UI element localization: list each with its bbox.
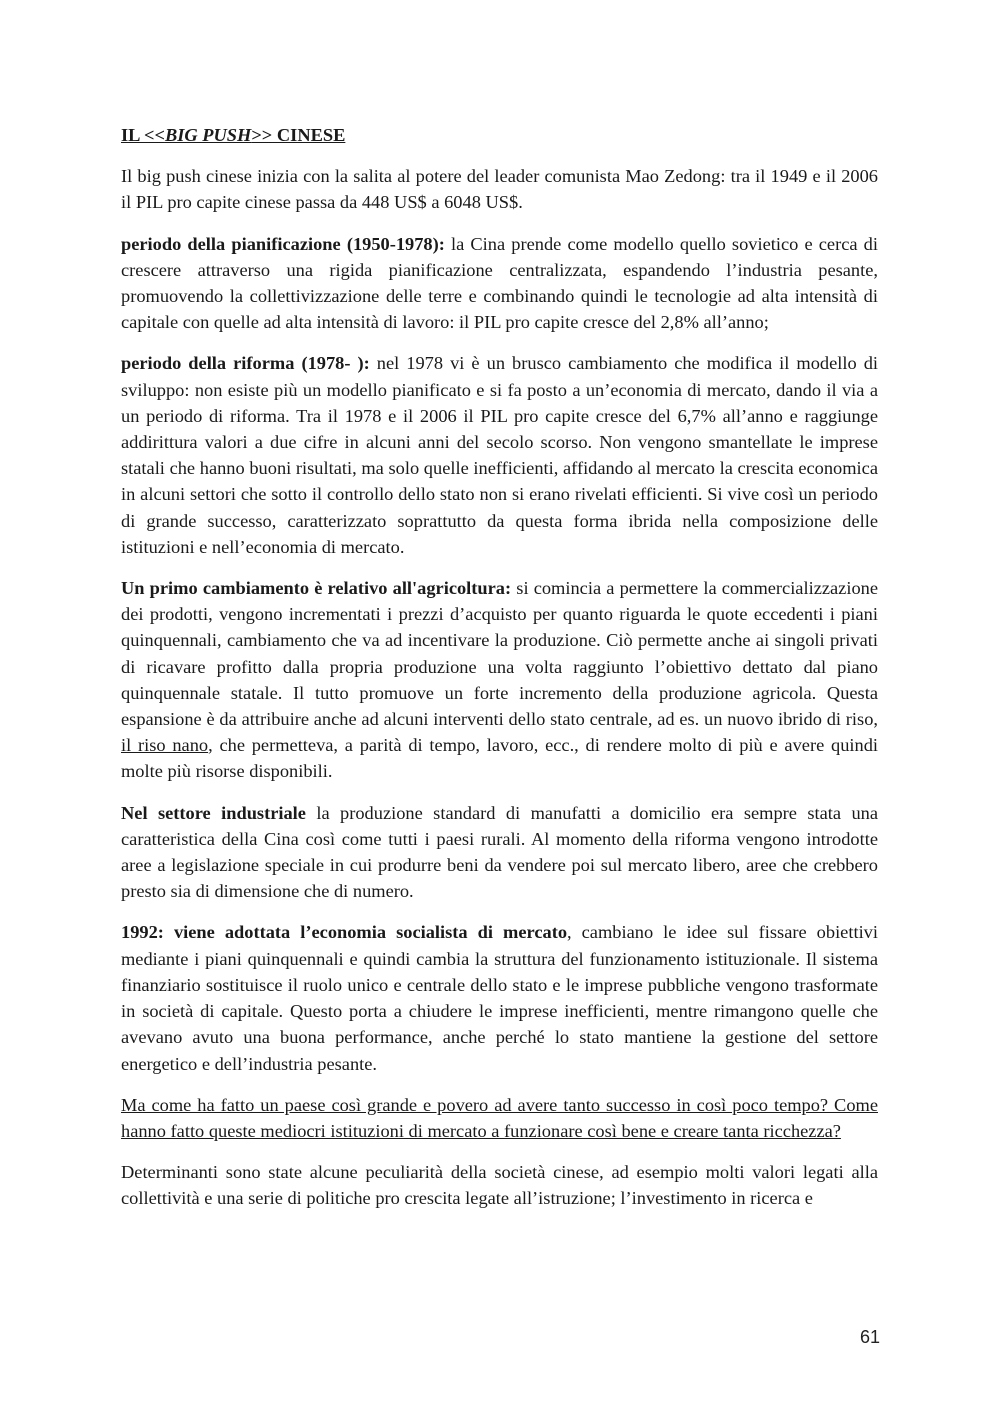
lead-industriale: Nel settore industriale <box>121 802 306 823</box>
paragraph-1992 <box>121 919 878 1076</box>
text-pianificazione: la Cina prende come modello quello sovietico e cerca di crescere attraverso una rigida pianificazione centralizzata, espandendo l’industria pesante, promuovendo la collettivizzazione delle terre e combinando quindi le tecnologie ad alta intensità di capitale con quelle ad alta intensità di lavoro: il PIL pro capite cresce del 2,8% all’anno; <box>121 233 878 333</box>
title-emphasis: BIG PUSH <box>164 125 252 145</box>
paragraph-pianificazione <box>121 231 878 336</box>
text-industriale: la produzione standard di manufatti a domicilio era sempre stata una caratteristica della Cina così come tutti i paesi rurali. Al momento della riforma vengono introdotte aree a legislazione speciale in cui produrre beni da vendere poi sul mercato libero, aree che crebbero presto sia di dimensione che di numero. <box>121 802 878 902</box>
title-prefix: IL << <box>121 125 165 145</box>
paragraph-agricoltura <box>121 575 878 785</box>
paragraph-industriale <box>121 800 878 905</box>
lead-riforma: periodo della riforma (1978- ): <box>121 353 370 374</box>
lead-1992: 1992: viene adottata l’economia socialista di mercato <box>121 922 568 943</box>
page-number: 61 <box>859 1327 880 1347</box>
document-body <box>121 122 878 1227</box>
lead-agricoltura: Un primo cambiamento è relativo all'agricoltura: <box>121 578 512 599</box>
paragraph-domanda: Ma come ha fatto un paese così grande e povero ad avere tanto successo in così poco tempo? Come hanno fatto queste mediocri istituzioni di mercato a funzionare così bene e creare tanta ricchezza? <box>121 1094 878 1141</box>
paragraph-riforma <box>121 350 878 560</box>
section-title <box>121 122 878 148</box>
underlined-riso-nano: il riso nano <box>121 735 209 756</box>
title-suffix: >> CINESE <box>251 125 346 145</box>
text-agricoltura-after: , che permetteva, a parità di tempo, lavoro, ecc., di rendere molto di più e avere quindi molte più risorse disponibili. <box>121 735 879 782</box>
paragraph-determinanti: Determinanti sono state alcune peculiarità della società cinese, ad esempio molti valori legati alla collettività e una serie di politiche pro crescita legate all’istruzione; l’investimento in ricerca e <box>121 1162 878 1209</box>
paragraph-intro: Il big push cinese inizia con la salita al potere del leader comunista Mao Zedong: tra il 1949 e il 2006 il PIL pro capite cinese passa da 448 US$ a 6048 US$. <box>121 166 878 213</box>
text-agricoltura-before: si comincia a permettere la commercializzazione dei prodotti, vengono incrementati i prezzi d’acquisto per quanto riguarda le quote eccedenti i piani quinquennali, cambiamento che va ad incentivare la produzione. Ciò permette anche ai singoli privati di ricavare profitto dalla propria produzione una volta raggiunto l’obiettivo dettato dal piano quinquennale statale. Il tutto promuove un forte incremento della produzione agricola. Questa espansione è da attribuire anche ad alcuni interventi dello stato centrale, ad es. un nuovo ibrido di riso, <box>121 578 879 730</box>
text-riforma: nel 1978 vi è un brusco cambiamento che modifica il modello di sviluppo: non esiste più un modello pianificato e si fa posto a un’economia di mercato, dando il via a un periodo di riforma. Tra il 1978 e il 2006 il PIL pro capite cresce del 6,7% all’anno e raggiunge addirittura valori a due cifre in alcuni anni del secolo scorso. Non vengono smantellate le imprese statali che hanno buoni risultati, ma solo quelle inefficienti, affidando al mercato la crescita economica in alcuni settori che sotto il controllo dello stato non si erano rivelati efficienti. Si vive così un periodo di grande successo, caratterizzato soprattutto da questa forma ibrida nella composizione delle istituzioni e nell’economia di mercato. <box>121 353 878 557</box>
lead-pianificazione: periodo della pianificazione (1950-1978): <box>121 233 445 254</box>
text-1992: , cambiano le idee sul fissare obiettivi mediante i piani quinquennali e quindi cambia la struttura del funzionamento istituzionale. Il sistema finanziario sostituisce il ruolo unico e centrale dello stato e le imprese pubbliche vengono trasformate in società di capitale. Questo porta a chiudere le imprese inefficienti, mentre rimangono quelle che avevano avuto una buona performance, anche perché lo stato mantiene la gestione del settore energetico e dell’industria pesante. <box>121 922 878 1074</box>
